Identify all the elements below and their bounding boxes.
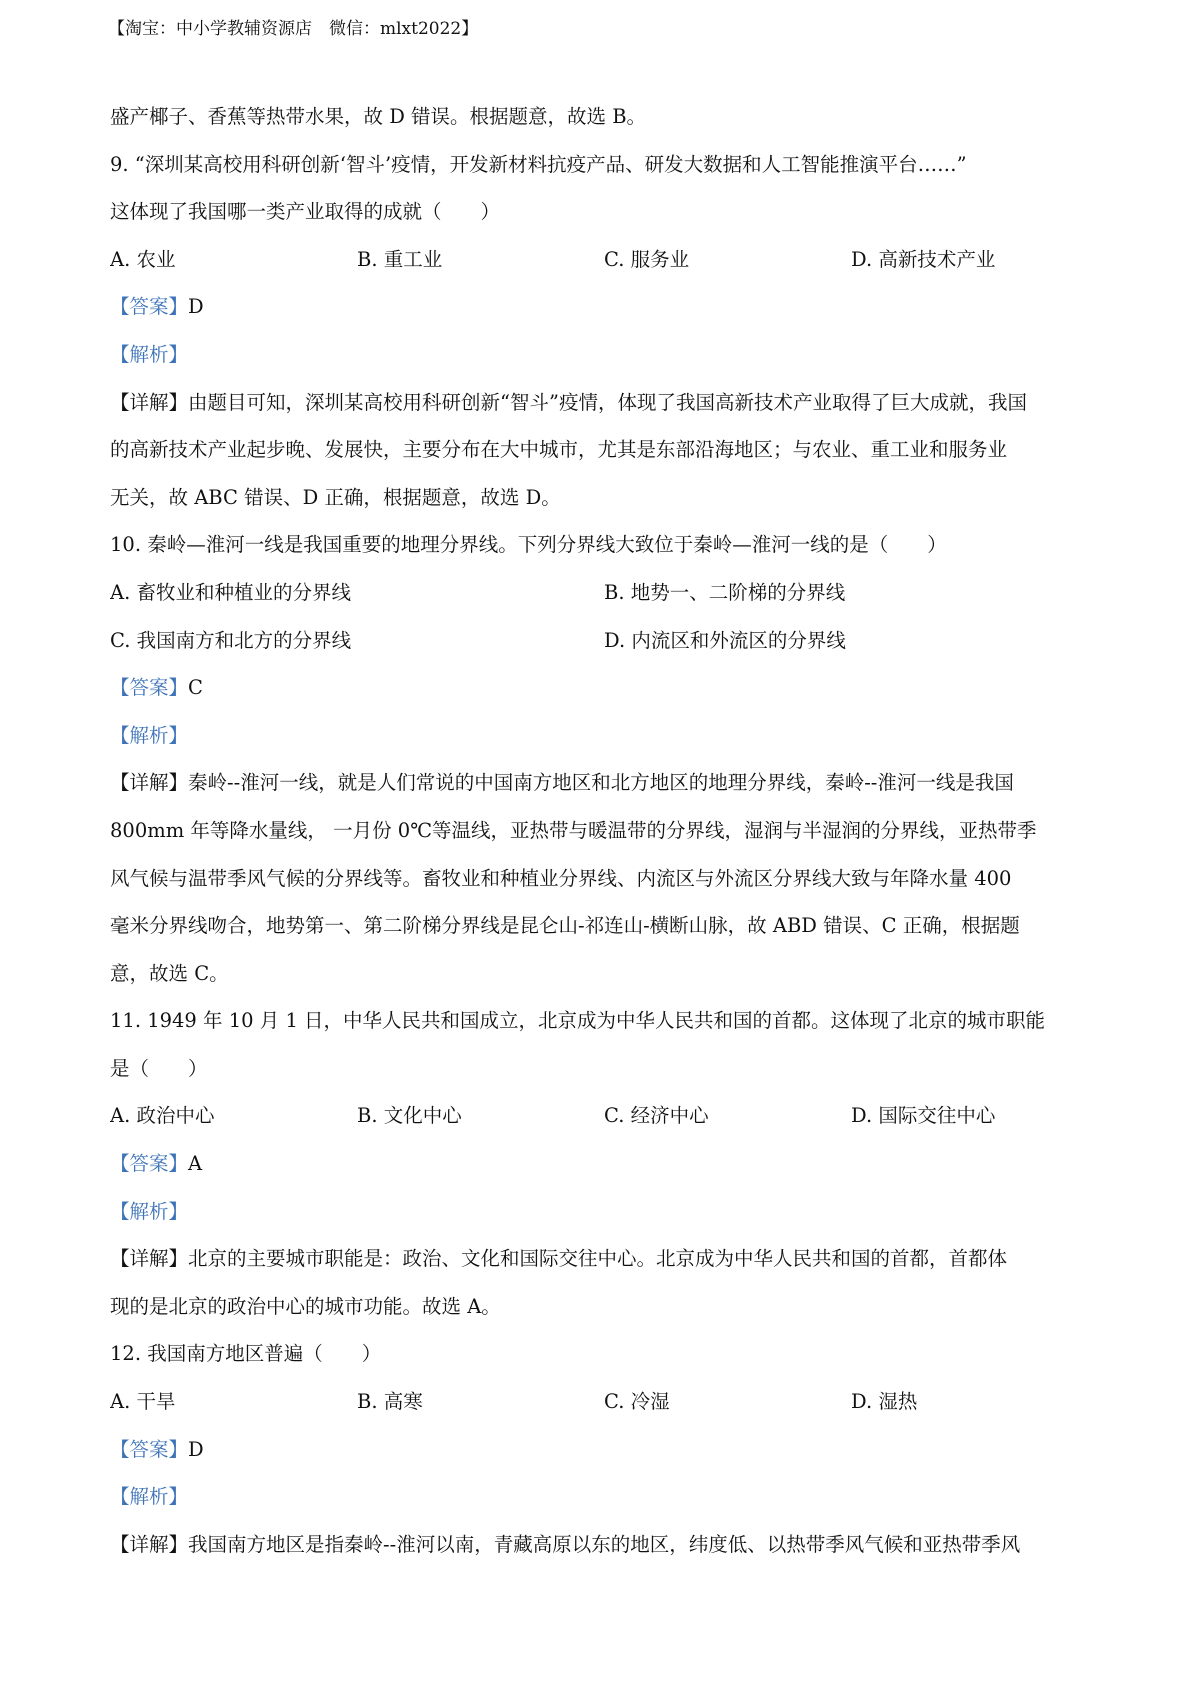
answer-value: D (188, 295, 204, 319)
analysis-label: 【解析】 (110, 342, 189, 366)
detail-text: 的高新技术产业起步晚、发展快，主要分布在大中城市，尤其是东部沿海地区；与农业、重工业和服务业 (110, 438, 1008, 462)
answer-line (110, 664, 1110, 712)
question-9-stem: 9. “深圳某高校用科研创新‘智斗’疫情，开发新材料抗疫产品、研发大数据和人工智能推演平台……” (110, 152, 967, 176)
text-line: 盛产椰子、香蕉等热带水果，故 D 错误。根据题意，故选 B。 (110, 105, 647, 128)
question-12-options (110, 1378, 1110, 1426)
analysis-line (110, 1188, 1110, 1236)
question-11-options (110, 1092, 1110, 1140)
question-9-stem-cont: 这体现了我国哪一类产业取得的成就（ ） (110, 200, 501, 224)
answer-line (110, 1140, 1110, 1188)
question-9-options (110, 236, 1110, 284)
option-d: D. 湿热 (851, 1390, 918, 1414)
detail-text: 风气候与温带季风气候的分界线等。畜牧业和种植业分界线、内流区与外流区分界线大致与年降水量 400 (110, 866, 1012, 890)
detail-line (110, 1235, 1110, 1283)
option-a: A. 政治中心 (110, 1104, 215, 1128)
option-c: C. 服务业 (604, 247, 690, 271)
option-b: B. 重工业 (357, 247, 443, 271)
detail-label: 【详解】 (110, 1247, 189, 1271)
option-a: A. 畜牧业和种植业的分界线 (110, 580, 351, 604)
option-c: C. 经济中心 (604, 1104, 709, 1128)
detail-text: 无关，故 ABC 错误、D 正确，根据题意，故选 D。 (110, 485, 561, 509)
detail-text: 现的是北京的政治中心的城市功能。故选 A。 (110, 1294, 501, 1318)
question-11-stem-cont: 是（ ） (110, 1056, 208, 1080)
detail-label: 【详解】 (110, 390, 189, 414)
detail-line (110, 379, 1110, 427)
analysis-label: 【解析】 (110, 1485, 189, 1509)
page-header: 【淘宝：中小学教辅资源店 微信：mlxt2022】 (108, 19, 479, 39)
option-a: A. 农业 (110, 247, 176, 271)
answer-value: A (188, 1152, 203, 1176)
option-a: A. 干旱 (110, 1390, 176, 1414)
option-d: D. 内流区和外流区的分界线 (604, 628, 846, 652)
detail-text: 意，故选 C。 (110, 961, 229, 985)
detail-text: 我国南方地区是指秦岭--淮河以南，青藏高原以东的地区，纬度低、以热带季风气候和亚热带季风 (188, 1532, 1021, 1556)
answer-label: 【答案】 (110, 1152, 189, 1176)
detail-line (110, 1521, 1110, 1569)
analysis-line (110, 712, 1110, 760)
analysis-line (110, 331, 1110, 379)
answer-value: D (188, 1437, 204, 1461)
option-d: D. 高新技术产业 (851, 247, 996, 271)
detail-text: 800mm 年等降水量线， 一月份 0℃等温线，亚热带与暖温带的分界线，湿润与半湿润的分界线，亚热带季 (110, 818, 1037, 842)
question-10-options-row1 (110, 569, 1110, 617)
detail-line (110, 759, 1110, 807)
option-c: C. 我国南方和北方的分界线 (110, 628, 352, 652)
option-b: B. 高寒 (357, 1390, 423, 1414)
option-d: D. 国际交往中心 (851, 1104, 996, 1128)
question-10-stem: 10. 秦岭—淮河一线是我国重要的地理分界线。下列分界线大致位于秦岭—淮河一线的是（ ） (110, 533, 947, 557)
analysis-label: 【解析】 (110, 1199, 189, 1223)
detail-text: 北京的主要城市职能是：政治、文化和国际交往中心。北京成为中华人民共和国的首都，首都体 (188, 1247, 1008, 1271)
option-c: C. 冷湿 (604, 1390, 670, 1414)
content (110, 93, 1110, 1568)
question-12-stem: 12. 我国南方地区普遍（ ） (110, 1342, 382, 1366)
analysis-line (110, 1473, 1110, 1521)
question-10-options-row2 (110, 617, 1110, 665)
question-11-stem: 11. 1949 年 10 月 1 日，中华人民共和国成立，北京成为中华人民共和国的首都。这体现了北京的城市职能 (110, 1009, 1046, 1033)
detail-text: 毫米分界线吻合，地势第一、第二阶梯分界线是昆仑山-祁连山-横断山脉，故 ABD 错误、C 正确，根据题 (110, 914, 1020, 938)
option-b: B. 地势一、二阶梯的分界线 (604, 580, 846, 604)
detail-label: 【详解】 (110, 771, 189, 795)
answer-line (110, 1426, 1110, 1474)
detail-text: 由题目可知，深圳某高校用科研创新“智斗”疫情，体现了我国高新技术产业取得了巨大成就，我国 (188, 390, 1027, 414)
option-b: B. 文化中心 (357, 1104, 462, 1128)
answer-label: 【答案】 (110, 295, 189, 319)
detail-label: 【详解】 (110, 1532, 189, 1556)
answer-label: 【答案】 (110, 676, 189, 700)
detail-text: 秦岭--淮河一线，就是人们常说的中国南方地区和北方地区的地理分界线，秦岭--淮河一线是我国 (188, 771, 1014, 795)
answer-value: C (188, 676, 203, 700)
answer-label: 【答案】 (110, 1437, 189, 1461)
analysis-label: 【解析】 (110, 723, 189, 747)
answer-line (110, 283, 1110, 331)
